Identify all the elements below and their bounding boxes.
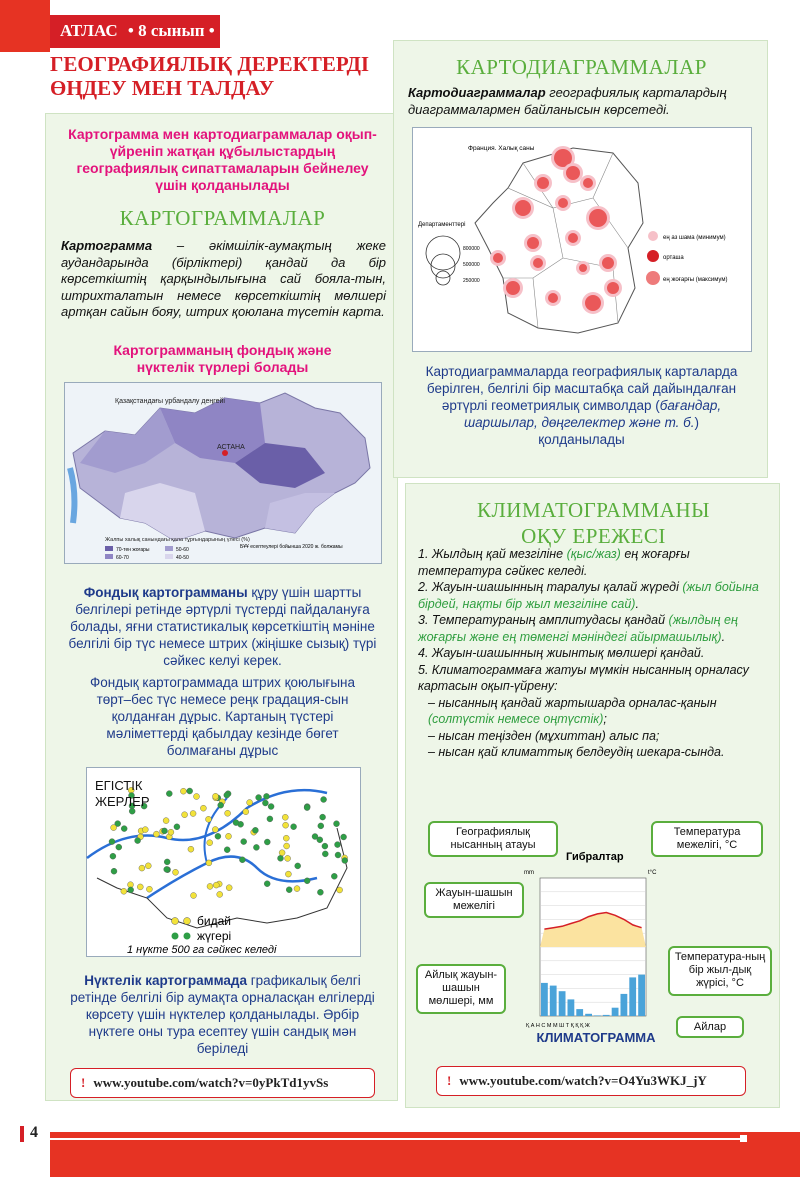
callout-months: Айлар	[676, 1016, 744, 1038]
map-dot	[121, 888, 127, 894]
header-red-strip	[0, 0, 50, 52]
map-dot	[285, 871, 291, 877]
france-map-svg	[413, 128, 751, 351]
climatogram-label: КЛИМАТОГРАММА	[536, 1030, 656, 1045]
map-dot	[213, 882, 219, 888]
population-circle	[589, 209, 607, 227]
dot-scale-note: 1 нүкте 500 га сәйкес келеді	[127, 944, 277, 956]
map-dot	[182, 812, 188, 818]
kartogramma-panel	[45, 113, 398, 1101]
intro-text: Картограмма мен картодиаграммалар оқып-үйреніп жатқан құбылыстардың географиялық сипаттамаларын бейнелеу үшін қолданылады	[68, 126, 377, 193]
map-dot	[109, 839, 115, 845]
rule-1: 1. Жылдың қай мезгіліне (қыс/жаз) ең жоғарғы температура сәйкес келеді.	[418, 547, 690, 578]
map-dot	[283, 835, 289, 841]
rule-5: 5. Климатограммаға жатуы мүмкін нысанның орналасу картасын оқып-үйрену:	[418, 662, 749, 693]
map-dot	[163, 818, 169, 824]
map-dot	[304, 805, 310, 811]
climatogram-heading-2: ОҚУ ЕРЕЖЕСІ	[521, 524, 666, 548]
map-dot	[190, 811, 196, 817]
map-dot	[322, 851, 328, 857]
precip-bar	[541, 983, 548, 1016]
kd-text: географиялық карталардың диаграммалармен байланысын көрсетеді.	[408, 85, 727, 117]
types-text: Картограмманың фондық және нүктелік түрлері болады	[113, 342, 332, 375]
map1-note: БҰҰ есептеулері бойынша 2020 ж. болжамы	[240, 544, 343, 550]
map-dot	[218, 802, 224, 808]
map-dot	[191, 893, 197, 899]
kartogramma-definition	[61, 238, 386, 321]
map-dot	[213, 793, 219, 799]
map-dot	[207, 840, 213, 846]
map-dot	[334, 821, 340, 827]
climatogram-plot	[540, 878, 646, 1016]
kartodiagramma-heading: КАРТОДИАГРАММАЛАР	[456, 55, 707, 79]
youtube-url-right[interactable]: www.youtube.com/watch?v=O4Yu3WKJ_jY	[459, 1073, 707, 1088]
map-dot	[129, 808, 135, 814]
map-dot	[162, 828, 168, 834]
map1-title: Қазақстандағы урбандалу деңгейі	[115, 398, 225, 405]
kazakhstan-map-svg	[65, 383, 381, 563]
dot-text: графикалық белгі ретінде белгілі бір аумақта орналасқан елгілерді көрсету үшін нүктелер қолданылады. Әрбір нүктеге оны тура есептеу үшін сандық мән беріледі	[70, 973, 375, 1056]
map-dot	[188, 846, 194, 852]
map-dot	[145, 863, 151, 869]
precip-bar	[559, 991, 566, 1016]
rule-5c: – нысан қай климаттық белдеудің шекара-сында.	[428, 745, 725, 759]
rule-3: 3. Температураның амплитудасы қандай (жылдың ең жоғарғы және ең төменгі мәніндегі айырмашылық).	[418, 613, 738, 644]
france-population-map	[412, 127, 752, 352]
map-dot	[295, 863, 301, 869]
atlas-label: АТЛАС	[60, 21, 118, 40]
map-dot	[215, 833, 221, 839]
callout-prec-scale: Жауын-шашын межелігі	[424, 882, 524, 918]
map-dot	[342, 858, 348, 864]
population-circle	[506, 281, 520, 295]
arable-map-svg	[87, 768, 360, 956]
climatogram-chart	[524, 851, 666, 1032]
map-dot	[278, 855, 284, 861]
map-dot	[164, 866, 170, 872]
climatogram-heading-1: КЛИМАТОГРАММАНЫ	[477, 498, 710, 522]
legend-avg: орташа	[663, 255, 684, 261]
map-dot	[226, 833, 232, 839]
map-dot	[268, 804, 274, 810]
caption-b: ) қолданылады	[538, 415, 700, 447]
rule-2: 2. Жауын-шашынның таралуы қалай жүреді (жыл бойына бірдей, нақты бір жыл мезгіліне сай).	[418, 580, 759, 611]
map-dot	[116, 844, 122, 850]
map-dot	[312, 834, 318, 840]
map-dot	[341, 834, 347, 840]
map-dot	[241, 839, 247, 845]
population-circle	[548, 293, 558, 303]
map-dot	[335, 852, 341, 858]
map-dot	[291, 824, 297, 830]
legend-70: 70-тен жоғары	[116, 547, 150, 553]
map-dot	[224, 847, 230, 853]
population-circle	[558, 198, 568, 208]
map-dot	[225, 810, 231, 816]
population-circle	[583, 178, 593, 188]
legend-50-60: 50-60	[176, 547, 189, 553]
precip-bar	[576, 1009, 583, 1016]
map-dot	[284, 843, 290, 849]
page-title-line2: ӨҢДЕУ МЕН ТАЛДАУ	[50, 76, 275, 100]
map-dot	[322, 843, 328, 849]
legend-corn: жүгері	[197, 929, 232, 943]
map1-legend-title: Жалпы халық санындағы қала тұрғындарының үлесі (%)	[105, 537, 250, 543]
map-dot	[264, 881, 270, 887]
map-dot	[331, 873, 337, 879]
alert-icon-right: !	[447, 1073, 452, 1088]
map-dot	[111, 825, 117, 831]
kazakhstan-urban-map	[64, 382, 382, 564]
rule-5b: – нысан теңізден (мұхиттан) алыс па;	[428, 728, 660, 743]
map-dot	[194, 794, 200, 800]
map-dot	[180, 788, 186, 794]
legend-min: ең аз шама (минимум)	[663, 235, 726, 241]
map-dot	[110, 853, 116, 859]
fond-paragraph	[58, 584, 387, 669]
astana-label: АСТАНА	[217, 444, 245, 451]
unit-mm: mm	[524, 870, 534, 876]
footer-line	[50, 1138, 740, 1140]
map-dot	[252, 827, 258, 833]
map-dot	[224, 792, 230, 798]
map-dot	[206, 816, 212, 822]
map-dot	[318, 823, 324, 829]
map-dot	[226, 885, 232, 891]
population-circle	[533, 258, 543, 268]
map-dot	[217, 891, 223, 897]
map-dot	[335, 842, 341, 848]
map-dot	[279, 850, 285, 856]
page-number-box	[0, 1120, 50, 1177]
def-text: – әкімшілік-аумақтың жеке аудандарында (бірліктері) қандай да бір көрсеткіштің қарқындылығына сай бояла-тын, штрихталатын немесе көрсеткіштің мөлшері артқан сайын бояу, штрих қоюлана түсетін карта.	[61, 238, 386, 319]
unit-t: t°C	[648, 870, 657, 876]
youtube-url-left[interactable]: www.youtube.com/watch?v=0yPkTd1yvSs	[93, 1075, 329, 1090]
climatogram-rules	[418, 546, 770, 761]
precip-bar	[612, 1008, 619, 1016]
map-dot	[262, 800, 268, 806]
map-dot	[317, 889, 323, 895]
population-circle	[566, 166, 580, 180]
map-dot	[253, 844, 259, 850]
map-dot	[283, 822, 289, 828]
map-dot	[166, 791, 172, 797]
precip-bar	[550, 986, 557, 1016]
population-circle	[585, 295, 601, 311]
map-dot	[137, 884, 143, 890]
kartodiagramma-definition	[408, 85, 758, 118]
callout-monthly-prec: Айлық жауын-шашын мөлшері, мм	[416, 964, 506, 1014]
precip-bar	[629, 977, 636, 1016]
kartodiagramma-panel	[393, 40, 768, 478]
map-dot	[173, 869, 179, 875]
map-dot	[164, 859, 170, 865]
population-circle	[515, 200, 531, 216]
precip-bar	[621, 994, 628, 1016]
legend-wheat: бидай	[197, 914, 231, 928]
dot-paragraph	[66, 972, 379, 1057]
map-dot	[207, 883, 213, 889]
map-dot	[142, 827, 148, 833]
map-dot	[320, 814, 326, 820]
precip-bar	[585, 1014, 592, 1016]
population-circle	[607, 282, 619, 294]
map-dot	[267, 816, 273, 822]
precip-bar	[594, 1015, 601, 1016]
months-axis: Қ А Н С М М Ш Т Қ Қ Қ Ж	[526, 1023, 590, 1029]
map-dot	[128, 887, 134, 893]
scale-500k: 500000	[463, 262, 480, 268]
legend-40-50: 40-50	[176, 555, 189, 561]
map-dot	[239, 857, 245, 863]
page-marker	[20, 1126, 24, 1142]
map-dot	[286, 887, 292, 893]
map-dot	[282, 814, 288, 820]
population-circle	[579, 264, 587, 272]
alert-icon: !	[81, 1075, 86, 1090]
caption-italic: бағандар, шаршылар, дөңгелектер және т. б.	[463, 398, 722, 430]
footer-square	[740, 1135, 747, 1142]
callout-temp-course: Температура-ның бір жыл-дық жүрісі, °С	[668, 946, 772, 996]
map2-title2: ЖЕРЛЕР	[95, 794, 150, 809]
map-dot	[200, 805, 206, 811]
rule-4: 4. Жауын-шашынның жиынтық мөлшері қандай.	[418, 646, 705, 660]
fond-paragraph-2: Фондық картограммада штрих қоюлығына төрт–бес түс немесе реңк градация-сын қолданған дұрыс. Картаның түстері мәліметтерді қабылдау кезінде бөгет болмағаны дұрыс	[89, 675, 356, 758]
population-circle	[602, 257, 614, 269]
map-dot	[321, 797, 327, 803]
map-dot	[111, 868, 117, 874]
grade-label: • 8 сынып •	[127, 21, 215, 40]
map-dot	[153, 831, 159, 837]
precip-bar	[638, 975, 645, 1016]
climatogram-panel	[405, 483, 780, 1108]
map2-title1: ЕГІСТІК	[95, 778, 143, 793]
precip-bar	[603, 1015, 610, 1016]
population-circle	[537, 177, 549, 189]
arable-land-map	[86, 767, 361, 957]
departments-label: Департаменттері	[418, 222, 466, 228]
kd-term: Картодиаграммалар	[408, 85, 546, 100]
map-dot	[264, 839, 270, 845]
map-dot	[168, 829, 174, 835]
map-dot	[121, 826, 127, 832]
map-dot	[135, 838, 141, 844]
map-dot	[256, 795, 262, 801]
chart-title: Гибралтар	[566, 851, 624, 863]
population-circle	[568, 233, 578, 243]
map-dot	[294, 886, 300, 892]
callout-temp-scale: Температура межелігі, °С	[651, 821, 763, 857]
kartogramma-heading: КАРТОГРАММАЛАР	[119, 206, 326, 230]
map-dot	[285, 855, 291, 861]
france-map-title: Франция. Халық саны	[468, 145, 535, 152]
def-term: Картограмма	[61, 238, 153, 253]
map-dot	[206, 860, 212, 866]
youtube-link-right[interactable]	[436, 1066, 746, 1096]
map-dot	[304, 878, 310, 884]
page-number: 4	[30, 1124, 38, 1141]
map-dot	[264, 793, 270, 799]
page-title	[50, 52, 380, 100]
map-dot	[139, 865, 145, 871]
kartodiagramma-caption	[424, 363, 739, 448]
map-dot	[243, 809, 249, 815]
dot-term: Нүктелік картограммада	[84, 973, 247, 988]
population-circle	[527, 237, 539, 249]
fond-text: құру үшін шартты белгілері ретінде әртүрлі түстерді пайдалануға болады, яғни статистикалық көрсеткіштің мәніне белгілі бір түс немесе штрих (жіңішке сызық) түрі сәйкес келуі керек.	[68, 585, 377, 668]
rule-5a: – нысанның қандай жартышарда орналас-қанын (солтүстік немесе оңтүстік);	[428, 695, 717, 726]
atlas-tab	[50, 15, 220, 48]
precip-bar	[568, 999, 575, 1016]
map-dot	[337, 887, 343, 893]
caption-a: Картодиаграммаларда географиялық карталарда берілген, белгілі бір масштабқа сай дайындалған әртүрлі геометриялық символдар (	[425, 364, 738, 413]
map-dot	[174, 824, 180, 830]
scale-250k: 250000	[463, 278, 480, 284]
callout-name: Географиялық нысанның атауы	[428, 821, 558, 857]
legend-max: ең жоғарғы (максимум)	[663, 277, 728, 283]
fond-term: Фондық картограмманы	[83, 585, 248, 600]
population-circle	[493, 253, 503, 263]
map-dot	[247, 800, 253, 806]
map-dot	[187, 788, 193, 794]
legend-60-70: 60-70	[116, 555, 129, 561]
page-title-line1: ГЕОГРАФИЯЛЫҚ ДЕРЕКТЕРДІ	[50, 52, 370, 76]
map-dot	[146, 886, 152, 892]
map-dot	[212, 827, 218, 833]
map-dot	[233, 820, 239, 826]
scale-800k: 800000	[463, 246, 480, 252]
footer	[0, 1120, 800, 1177]
youtube-link-left[interactable]	[70, 1068, 375, 1098]
